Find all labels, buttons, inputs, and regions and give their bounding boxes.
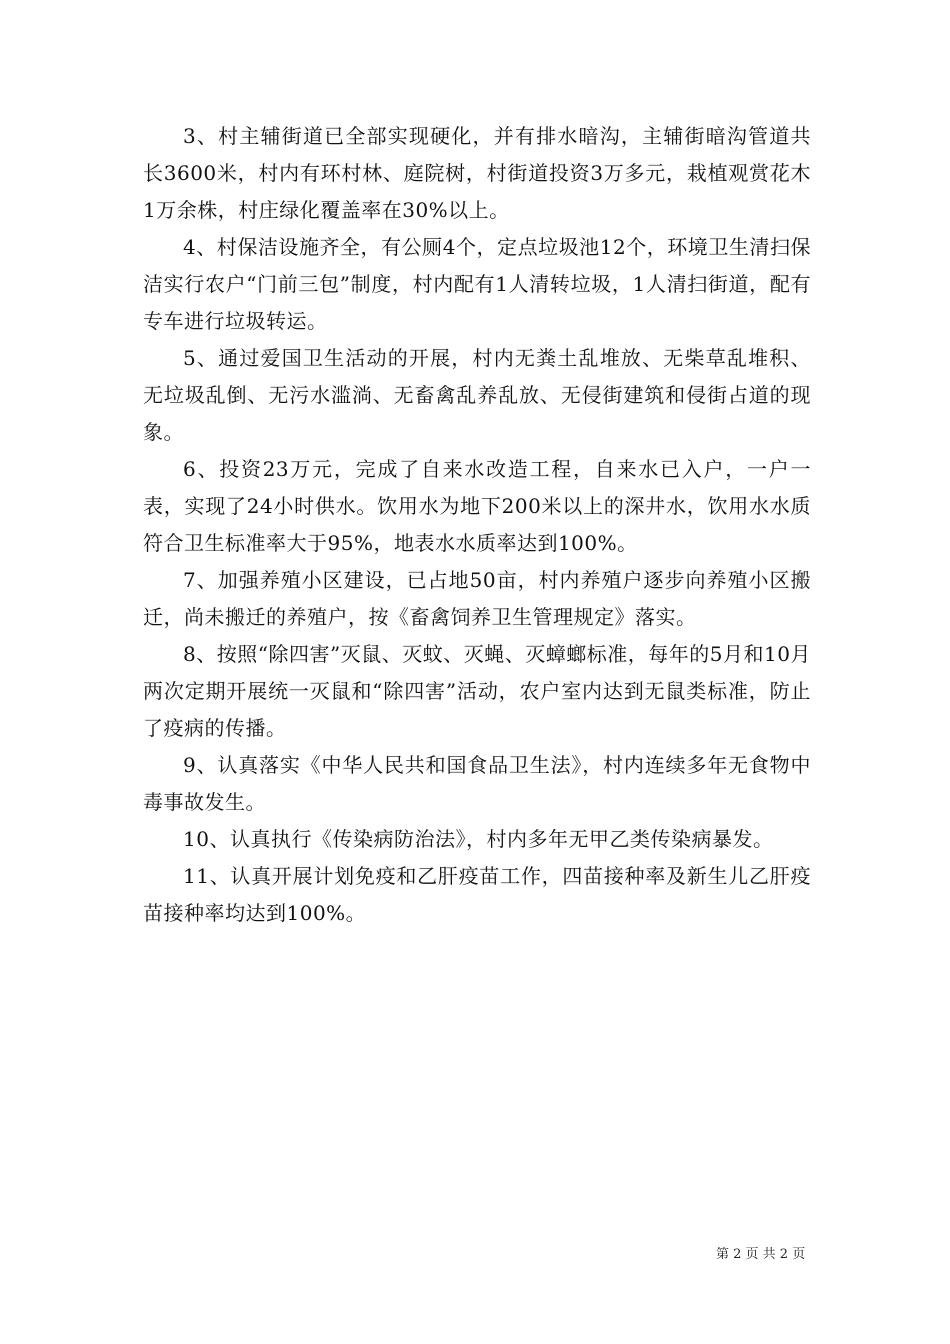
paragraph-item-11: 11、认真开展计划免疫和乙肝疫苗工作，四苗接种率及新生儿乙肝疫苗接种率均达到100%。	[143, 864, 811, 925]
paragraph-item-4: 4、村保洁设施齐全，有公厕4个，定点垃圾池12个，环境卫生清扫保洁实行农户“门前三包”制度，村内配有1人清转垃圾，1人清扫街道，配有专车进行垃圾转运。	[143, 235, 811, 333]
paragraph-item-10: 10、认真执行《传染病防治法》，村内多年无甲乙类传染病暴发。	[183, 827, 774, 851]
paragraph-item-7: 7、加强养殖小区建设，已占地50亩，村内养殖户逐步向养殖小区搬迁，尚未搬迁的养殖户，按《畜禽饲养卫生管理规定》落实。	[143, 568, 811, 629]
page-number-footer: 第 2 页 共 2 页	[716, 1247, 806, 1262]
paragraph-item-9: 9、认真落实《中华人民共和国食品卫生法》，村内连续多年无食物中毒事故发生。	[143, 753, 811, 814]
paragraph-item-3: 3、村主辅街道已全部实现硬化，并有排水暗沟，主辅街暗沟管道共长3600米，村内有环村林、庭院树，村街道投资3万多元，栽植观赏花木1万余株，村庄绿化覆盖率在30%以上。	[143, 124, 811, 222]
paragraph-item-5: 5、通过爱国卫生活动的开展，村内无粪土乱堆放、无柴草乱堆积、无垃圾乱倒、无污水滥淌、无畜禽乱养乱放、无侵街建筑和侵街占道的现象。	[143, 346, 811, 444]
document-body	[143, 118, 811, 932]
paragraph-item-8: 8、按照“除四害”灭鼠、灭蚊、灭蝇、灭蟑螂标准，每年的5月和10月两次定期开展统一灭鼠和“除四害”活动，农户室内达到无鼠类标准，防止了疫病的传播。	[143, 642, 811, 740]
paragraph-item-6: 6、投资23万元，完成了自来水改造工程，自来水已入户，一户一表，实现了24小时供水。饮用水为地下200米以上的深井水，饮用水水质符合卫生标准率大于95%，地表水水质率达到100%。	[143, 457, 811, 555]
